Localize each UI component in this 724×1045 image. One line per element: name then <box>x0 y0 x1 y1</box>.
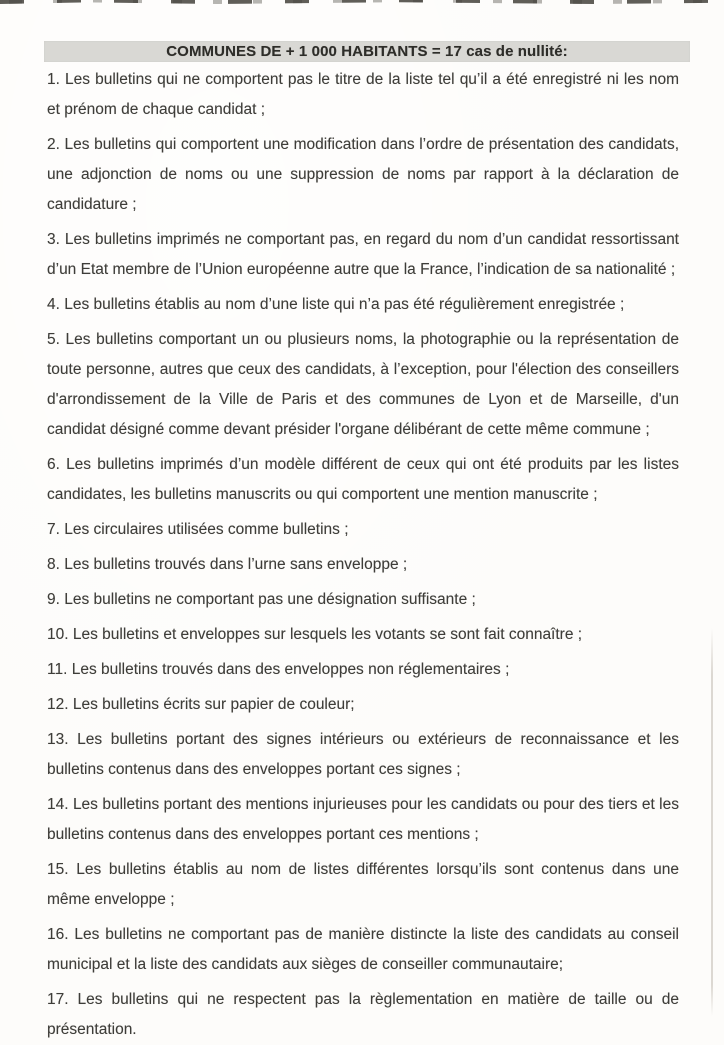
list-item: 15. Les bulletins établis au nom de listes différentes lorsqu’ils sont contenus dans une même enveloppe ; <box>47 861 679 908</box>
list-item: 12. Les bulletins écrits sur papier de couleur; <box>47 696 355 713</box>
list-item: 4. Les bulletins établis au nom d’une liste qui n’a pas été régulièrement enregistrée ; <box>47 296 625 313</box>
list-item: 2. Les bulletins qui comportent une modification dans l’ordre de présentation des candidats, une adjonction de noms ou une suppression de noms par rapport à la déclaration de candidature ; <box>47 136 679 213</box>
document-title: COMMUNES DE + 1 000 HABITANTS = 17 cas de nullité: <box>166 43 568 60</box>
list-item: 8. Les bulletins trouvés dans l’urne sans enveloppe ; <box>47 556 408 573</box>
list-item: 16. Les bulletins ne comportant pas de manière distincte la liste des candidats au conseil municipal et la liste des candidats aux sièges de conseiller communautaire; <box>47 926 679 973</box>
document-title-bar <box>44 41 690 62</box>
list-item: 11. Les bulletins trouvés dans des enveloppes non réglementaires ; <box>47 661 510 678</box>
list-item: 6. Les bulletins imprimés d’un modèle différent de ceux qui ont été produits par les listes candidates, les bulletins manuscrits ou qui comportent une mention manuscrite ; <box>47 456 679 503</box>
list-item: 17. Les bulletins qui ne respectent pas la règlementation en matière de taille ou de présentation. <box>47 991 679 1038</box>
scan-artifact-right-edge <box>711 628 713 1016</box>
scan-artifact-top-edge <box>0 0 724 4</box>
list-item: 13. Les bulletins portant des signes intérieurs ou extérieurs de reconnaissance et les bulletins contenus dans des enveloppes portant ces signes ; <box>47 731 679 778</box>
list-item: 10. Les bulletins et enveloppes sur lesquels les votants se sont fait connaître ; <box>47 626 583 643</box>
nullity-cases-list <box>47 65 679 1045</box>
list-item: 14. Les bulletins portant des mentions injurieuses pour les candidats ou pour des tiers et les bulletins contenus dans des enveloppes portant ces mentions ; <box>47 796 679 843</box>
list-item: 5. Les bulletins comportant un ou plusieurs noms, la photographie ou la représentation de toute personne, autres que ceux des candidats, à l’exception, pour l'élection des conseillers d'arrondissement de la Ville de Paris et des communes de Lyon et de Marseille, d'un candidat désigné comme devant présider l'organe délibérant de cette même commune ; <box>47 331 679 438</box>
list-item: 9. Les bulletins ne comportant pas une désignation suffisante ; <box>47 591 476 608</box>
list-item: 7. Les circulaires utilisées comme bulletins ; <box>47 521 349 538</box>
list-item: 3. Les bulletins imprimés ne comportant pas, en regard du nom d’un candidat ressortissant d’un Etat membre de l’Union européenne autre que la France, l’indication de sa nationalité ; <box>47 231 679 278</box>
list-item: 1. Les bulletins qui ne comportent pas le titre de la liste tel qu’il a été enregistré ni les nom et prénom de chaque candidat ; <box>47 71 679 118</box>
